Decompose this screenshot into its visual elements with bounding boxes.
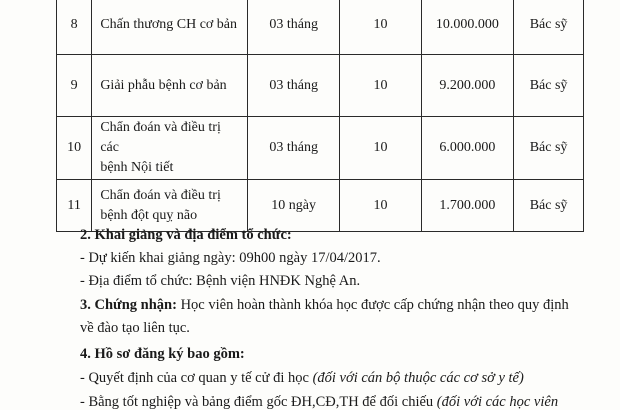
certification-paragraph (80, 296, 569, 314)
enrollment-count: 10 (340, 55, 421, 117)
certification-text: Học viên hoàn thành khóa học được cấp chứng nhận theo quy định (176, 297, 569, 313)
requirement-text: - Bằng tốt nghiệp và bảng điểm gốc ĐH,CĐ,TH để đối chiếu (80, 394, 437, 410)
course-duration: 03 tháng (247, 117, 340, 180)
course-fee: 10.000.000 (421, 0, 514, 55)
opening-date-line: - Dự kiến khai giảng ngày: 09h00 ngày 17/04/2017. (80, 250, 381, 266)
course-fee: 6.000.000 (421, 117, 514, 180)
certification-continuation: về đào tạo liên tục. (80, 320, 190, 336)
row-number: 10 (57, 117, 92, 180)
row-number: 11 (57, 180, 92, 232)
table-row (57, 0, 584, 55)
course-name: Chấn thương CH cơ bản (92, 0, 248, 55)
course-duration: 03 tháng (247, 0, 340, 55)
requirement-note: (đối với các học viên (436, 394, 559, 410)
target-participants: Bác sỹ (514, 180, 584, 232)
course-name: Giải phẫu bệnh cơ bản (92, 55, 248, 117)
enrollment-count: 10 (340, 0, 421, 55)
requirement-note: (đối với cán bộ thuộc các cơ sở y tế) (312, 370, 524, 386)
section-3-heading: 3. Chứng nhận: (80, 297, 177, 313)
table-row (57, 117, 584, 180)
section-4-heading: 4. Hồ sơ đăng ký bao gồm: (80, 346, 245, 362)
enrollment-count: 10 (340, 117, 421, 180)
target-participants: Bác sỹ (514, 117, 584, 180)
requirement-item (80, 393, 558, 410)
course-duration: 03 tháng (247, 55, 340, 117)
requirement-text: - Quyết định của cơ quan y tế cử đi học (80, 370, 313, 386)
target-participants: Bác sỹ (514, 55, 584, 117)
enrollment-count: 10 (340, 180, 421, 232)
venue-line: - Địa điểm tổ chức: Bệnh viện HNĐK Nghệ An. (80, 273, 361, 289)
course-table (56, 0, 584, 232)
table-row (57, 55, 584, 117)
course-name: Chẩn đoán và điều trị bệnh đột quỵ não (92, 180, 248, 232)
course-duration: 10 ngày (247, 180, 340, 232)
row-number: 9 (57, 55, 92, 117)
course-fee: 1.700.000 (421, 180, 514, 232)
requirement-item (80, 369, 524, 387)
table-row (57, 180, 584, 232)
course-name: Chẩn đoán và điều trị các bệnh Nội tiết (92, 117, 248, 180)
section-2-heading: 2. Khai giảng và địa điểm tổ chức: (80, 227, 292, 243)
row-number: 8 (57, 0, 92, 55)
course-fee: 9.200.000 (421, 55, 514, 117)
target-participants: Bác sỹ (514, 0, 584, 55)
